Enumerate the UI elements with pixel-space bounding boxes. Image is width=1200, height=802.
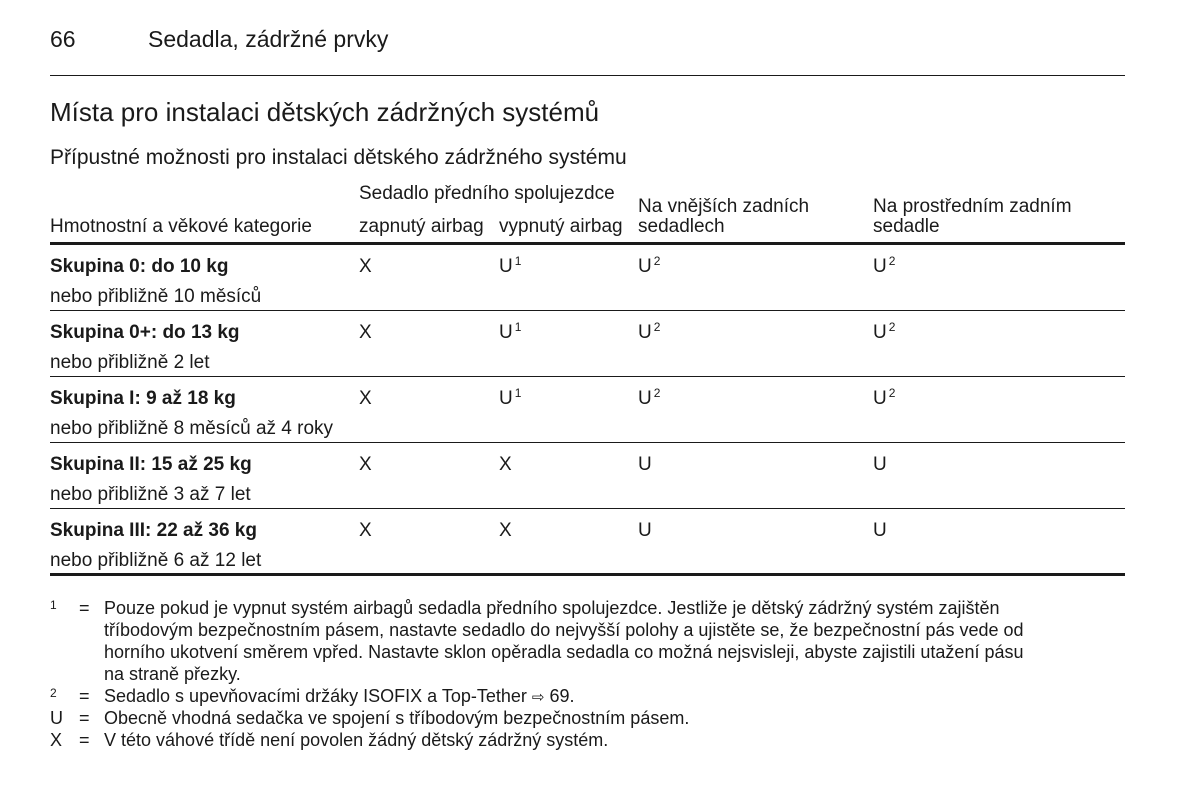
cell-footnote-ref: 2 [888, 386, 896, 400]
cell-footnote-ref: 2 [888, 254, 896, 268]
category-age: nebo přibližně 8 měsíců až 4 roky [50, 418, 334, 439]
footnote-marker: U [50, 708, 63, 728]
cell-airbag-off [499, 322, 521, 344]
cell-value: U [499, 322, 513, 343]
table-row [0, 443, 1200, 509]
cell-airbag-off [499, 454, 512, 476]
footnote-line: na straně přezky. [104, 664, 241, 684]
cell-footnote-ref: 1 [514, 254, 522, 268]
col-airbag-off-header: vypnutý airbag [499, 216, 623, 237]
footnote-line: Sedadlo s upevňovacími držáky ISOFIX a Top-Tether [104, 686, 527, 706]
page-header [50, 26, 388, 53]
cell-middle-rear [873, 454, 887, 476]
cell-value: U [873, 454, 887, 475]
footnote-eq: = [79, 730, 90, 750]
arrow-right-outline-icon: ⇨ [531, 689, 545, 706]
cell-value: X [359, 256, 372, 277]
cell-airbag-on [359, 388, 372, 410]
cell-value: U [638, 256, 652, 277]
table-title: Přípustné možnosti pro instalaci dětského zádržného systému [50, 146, 627, 169]
footnote-line: horního ukotvení směrem vpřed. Nastavte sklon opěradla sedadla co možná nejsvisleji, abyste zajistili utažení pásu [104, 642, 1024, 662]
cell-airbag-off [499, 520, 512, 542]
cell-outer-rear [638, 520, 652, 542]
table-row [0, 377, 1200, 443]
cell-airbag-on [359, 520, 372, 542]
col-front-passenger-header: Sedadlo předního spolujezdce [359, 183, 615, 204]
cell-footnote-ref: 1 [514, 320, 522, 334]
cell-value: X [359, 322, 372, 343]
page-title: Místa pro instalaci dětských zádržných systémů [50, 97, 600, 127]
cell-value: X [359, 454, 372, 475]
cell-value: X [499, 520, 512, 541]
page-reference-link[interactable]: 69. [549, 686, 575, 706]
col-middle-rear-line1: Na prostředním zadním [873, 196, 1072, 217]
cell-outer-rear [638, 388, 660, 410]
cell-value: U [638, 322, 652, 343]
cell-footnote-ref: 2 [888, 320, 896, 334]
cell-airbag-on [359, 256, 372, 278]
cell-value: U [638, 454, 652, 475]
footnote-marker: 2 [50, 686, 57, 700]
footnote-eq: = [79, 598, 90, 618]
cell-airbag-off [499, 388, 521, 410]
cell-value: U [873, 520, 887, 541]
cell-middle-rear [873, 520, 887, 542]
cell-outer-rear [638, 454, 652, 476]
cell-outer-rear [638, 256, 660, 278]
category-age: nebo přibližně 6 až 12 let [50, 550, 262, 571]
table-row [0, 245, 1200, 311]
cell-value: X [359, 388, 372, 409]
col-outer-rear-line2: sedadlech [638, 216, 725, 237]
footnote-eq: = [79, 708, 90, 728]
footnote-text: Obecně vhodná sedačka ve spojení s tříbodovým bezpečnostním pásem. [104, 708, 690, 728]
footnote-marker: 1 [50, 598, 57, 612]
footnote-line: tříbodovým bezpečnostním pásem, nastavte sedadlo do nejvyšší polohy a ujistěte se, že bezpečnostní pás vede od [104, 620, 1024, 640]
col-outer-rear-header [638, 197, 809, 237]
category-name: Skupina III: 22 až 36 kg [50, 520, 257, 541]
cell-outer-rear [638, 322, 660, 344]
cell-value: X [499, 454, 512, 475]
section-title: Sedadla, zádržné prvky [148, 26, 389, 52]
cell-airbag-off [499, 256, 521, 278]
footnote-line: Pouze pokud je vypnut systém airbagů sedadla předního spolujezdce. Jestliže je dětský zádržný systém zajištěn [104, 598, 1000, 618]
cell-value: U [499, 256, 513, 277]
cell-value: U [873, 256, 887, 277]
category-name: Skupina 0+: do 13 kg [50, 322, 240, 343]
col-middle-rear-line2: sedadle [873, 216, 940, 237]
cell-airbag-on [359, 322, 372, 344]
cell-airbag-on [359, 454, 372, 476]
category-name: Skupina II: 15 až 25 kg [50, 454, 252, 475]
category-name: Skupina I: 9 až 18 kg [50, 388, 236, 409]
col-middle-rear-header [873, 197, 1072, 237]
cell-value: X [359, 520, 372, 541]
footnote-marker: X [50, 730, 63, 750]
cell-footnote-ref: 1 [514, 386, 522, 400]
cell-middle-rear [873, 388, 895, 410]
footnote-text [104, 685, 1175, 709]
category-age: nebo přibližně 3 až 7 let [50, 484, 251, 505]
category-age: nebo přibližně 2 let [50, 352, 210, 373]
cell-middle-rear [873, 256, 895, 278]
cell-value: U [638, 388, 652, 409]
footnote-text: V této váhové třídě není povolen žádný dětský zádržný systém. [104, 730, 609, 750]
cell-value: U [873, 322, 887, 343]
cell-value: U [873, 388, 887, 409]
cell-footnote-ref: 2 [653, 320, 661, 334]
category-age: nebo přibližně 10 měsíců [50, 286, 262, 307]
table-bottom-rule [50, 573, 1125, 576]
cell-middle-rear [873, 322, 895, 344]
table-row [0, 509, 1200, 575]
col-category-header: Hmotnostní a věkové kategorie [50, 216, 312, 237]
cell-footnote-ref: 2 [653, 386, 661, 400]
category-name: Skupina 0: do 10 kg [50, 256, 229, 277]
table-row [0, 311, 1200, 377]
header-rule [50, 75, 1125, 76]
col-outer-rear-line1: Na vnějších zadních [638, 196, 810, 217]
cell-footnote-ref: 2 [653, 254, 661, 268]
cell-value: U [638, 520, 652, 541]
page-number: 66 [50, 26, 76, 52]
cell-value: U [499, 388, 513, 409]
footnote-text [104, 597, 1175, 685]
footnote-eq: = [79, 686, 90, 706]
col-airbag-on-header: zapnutý airbag [359, 216, 484, 237]
